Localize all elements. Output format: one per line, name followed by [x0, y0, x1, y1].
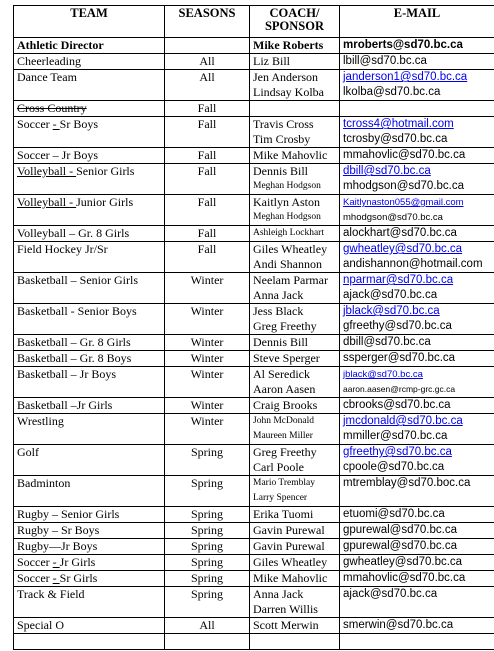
table-row [14, 507, 494, 523]
season-cell: Spring [165, 571, 250, 587]
team-cell: Basketball – Senior Girls [14, 273, 165, 304]
header-team: TEAM [14, 6, 165, 38]
team-cell: Dance Team [14, 70, 165, 101]
team-cell: Soccer - Sr Boys [14, 117, 165, 148]
season-cell: Winter [165, 398, 250, 414]
coach-cell [250, 101, 340, 117]
season-cell: Winter [165, 304, 250, 335]
email-cell: smerwin@sd70.bc.ca [340, 618, 494, 634]
email-cell: jblack@sd70.bc.ca gfreethy@sd70.bc.ca [340, 304, 494, 335]
table-row [14, 571, 494, 587]
season-cell: All [165, 54, 250, 70]
table-row [14, 148, 494, 164]
table-row [14, 70, 494, 101]
team-cell [14, 634, 165, 650]
season-cell: Fall [165, 242, 250, 273]
team-cell: Athletic Director [14, 38, 165, 54]
season-cell: Winter [165, 351, 250, 367]
table-row [14, 555, 494, 571]
email-cell: gwheatley@sd70.bc.ca [340, 555, 494, 571]
email-link[interactable]: nparmar@sd70.bc.ca [343, 274, 454, 286]
team-contact-table [13, 5, 494, 650]
team-cell: Basketball - Senior Boys [14, 304, 165, 335]
table-row [14, 38, 494, 54]
email-cell: Kaitlynaston055@gmail.com mhodgson@sd70.bc.ca [340, 195, 494, 226]
team-cell: Volleyball - Junior Girls [14, 195, 165, 226]
coach-cell: Dennis Bill Meghan Hodgson [250, 164, 340, 195]
table-row [14, 242, 494, 273]
coach-cell: Mike Roberts [250, 38, 340, 54]
table-row [14, 587, 494, 618]
email-cell: ajack@sd70.bc.ca [340, 587, 494, 618]
season-cell: Spring [165, 445, 250, 476]
coach-cell: Dennis Bill [250, 335, 340, 351]
team-cell: Cheerleading [14, 54, 165, 70]
table-row [14, 117, 494, 148]
team-cell: Track & Field [14, 587, 165, 618]
email-cell: cbrooks@sd70.bc.ca [340, 398, 494, 414]
table-row [14, 304, 494, 335]
season-cell: All [165, 70, 250, 101]
email-link[interactable]: gwheatley@sd70.bc.ca [343, 243, 463, 255]
season-cell: Spring [165, 476, 250, 507]
season-cell: Fall [165, 164, 250, 195]
season-cell: Fall [165, 195, 250, 226]
email-link[interactable]: gfreethy@sd70.bc.ca [343, 446, 452, 458]
team-cell: Basketball – Gr. 8 Boys [14, 351, 165, 367]
table-row [14, 618, 494, 634]
header-coach: COACH/ SPONSOR [250, 6, 340, 38]
email-cell: jmcdonald@sd70.bc.ca mmiller@sd70.bc.ca [340, 414, 494, 445]
email-cell: gfreethy@sd70.bc.ca cpoole@sd70.bc.ca [340, 445, 494, 476]
team-cell: Volleyball – Gr. 8 Girls [14, 226, 165, 242]
season-cell: Spring [165, 523, 250, 539]
email-cell: lbill@sd70.bc.ca [340, 54, 494, 70]
team-cell: Wrestling [14, 414, 165, 445]
email-cell: gpurewal@sd70.bc.ca [340, 523, 494, 539]
coach-cell: Giles Wheatley [250, 555, 340, 571]
coach-cell: Greg Freethy Carl Poole [250, 445, 340, 476]
table-row [14, 195, 494, 226]
email-cell: gwheatley@sd70.bc.ca andishannon@hotmail.com [340, 242, 494, 273]
email-cell: mmahovlic@sd70.bc.ca [340, 571, 494, 587]
email-link[interactable]: tcross4@hotmail.com [343, 118, 454, 130]
table-row [14, 398, 494, 414]
coach-cell: Kaitlyn Aston Meghan Hodgson [250, 195, 340, 226]
email-cell: jblack@sd70.bc.ca aaron.aasen@rcmp-grc.gc.ca [340, 367, 494, 398]
season-cell: Winter [165, 335, 250, 351]
table-row [14, 164, 494, 195]
table-row [14, 414, 494, 445]
season-cell: Winter [165, 414, 250, 445]
team-cell: Badminton [14, 476, 165, 507]
table-row [14, 273, 494, 304]
coach-cell: Travis Cross Tim Crosby [250, 117, 340, 148]
coach-cell: Gavin Purewal [250, 523, 340, 539]
coach-cell: Anna Jack Darren Willis [250, 587, 340, 618]
coach-cell: Jen Anderson Lindsay Kolba [250, 70, 340, 101]
email-cell: gpurewal@sd70.bc.ca [340, 539, 494, 555]
email-link[interactable]: jblack@sd70.bc.ca [343, 305, 440, 317]
season-cell: Fall [165, 117, 250, 148]
email-cell: etuomi@sd70.bc.ca [340, 507, 494, 523]
email-link[interactable]: jmcdonald@sd70.bc.ca [343, 415, 463, 427]
coach-cell: Giles Wheatley Andi Shannon [250, 242, 340, 273]
season-cell: Spring [165, 507, 250, 523]
email-cell: alockhart@sd70.bc.ca [340, 226, 494, 242]
team-cell: Basketball – Gr. 8 Girls [14, 335, 165, 351]
coach-cell: Steve Sperger [250, 351, 340, 367]
table-row [14, 101, 494, 117]
season-cell: Fall [165, 148, 250, 164]
email-cell: mtremblay@sd70.boc.ca [340, 476, 494, 507]
table-row [14, 335, 494, 351]
email-link[interactable]: Kaitlynaston055@gmail.com [343, 197, 464, 208]
coach-cell: Mike Mahovlic [250, 148, 340, 164]
header-email: E-MAIL [340, 6, 494, 38]
season-cell: Spring [165, 539, 250, 555]
email-cell: mroberts@sd70.bc.ca [340, 38, 494, 54]
email-cell: mmahovlic@sd70.bc.ca [340, 148, 494, 164]
table-row [14, 476, 494, 507]
coach-cell: Craig Brooks [250, 398, 340, 414]
team-cell: Basketball – Jr Boys [14, 367, 165, 398]
team-cell: Special O [14, 618, 165, 634]
coach-cell [250, 634, 340, 650]
table-row [14, 539, 494, 555]
team-cell: Rugby – Senior Girls [14, 507, 165, 523]
table-row [14, 54, 494, 70]
season-cell: All [165, 618, 250, 634]
coach-cell: Mike Mahovlic [250, 571, 340, 587]
email-cell: dbill@sd70.bc.ca mhodgson@sd70.bc.ca [340, 164, 494, 195]
email-cell: nparmar@sd70.bc.ca ajack@sd70.bc.ca [340, 273, 494, 304]
season-cell [165, 634, 250, 650]
team-cell: Soccer – Jr Boys [14, 148, 165, 164]
team-cell: Golf [14, 445, 165, 476]
coach-cell: Neelam Parmar Anna Jack [250, 273, 340, 304]
team-cell: Basketball –Jr Girls [14, 398, 165, 414]
team-cell: Soccer - Jr Girls [14, 555, 165, 571]
coach-cell: Scott Merwin [250, 618, 340, 634]
email-link[interactable]: dbill@sd70.bc.ca [343, 165, 431, 177]
season-cell: Winter [165, 273, 250, 304]
email-link[interactable]: jblack@sd70.bc.ca [343, 369, 423, 380]
header-seasons: SEASONS [165, 6, 250, 38]
season-cell: Spring [165, 587, 250, 618]
table-row [14, 445, 494, 476]
table-row [14, 351, 494, 367]
coach-cell: Ashleigh Lockhart [250, 226, 340, 242]
coach-cell: Al Seredick Aaron Aasen [250, 367, 340, 398]
coach-cell: Erika Tuomi [250, 507, 340, 523]
coach-cell: Liz Bill [250, 54, 340, 70]
email-cell: ssperger@sd70.bc.ca [340, 351, 494, 367]
season-cell: Winter [165, 367, 250, 398]
team-cell: Soccer - Sr Girls [14, 571, 165, 587]
email-cell [340, 634, 494, 650]
team-cell: Volleyball - Senior Girls [14, 164, 165, 195]
team-cell: Cross Country [14, 101, 165, 117]
email-cell: tcross4@hotmail.com tcrosby@sd70.bc.ca [340, 117, 494, 148]
coach-cell: Gavin Purewal [250, 539, 340, 555]
email-cell [340, 101, 494, 117]
table-row-empty [14, 634, 494, 650]
table-row [14, 226, 494, 242]
coach-cell: Jess Black Greg Freethy [250, 304, 340, 335]
email-cell: janderson1@sd70.bc.ca lkolba@sd70.bc.ca [340, 70, 494, 101]
table-row [14, 523, 494, 539]
header-row [14, 6, 494, 38]
email-cell: dbill@sd70.bc.ca [340, 335, 494, 351]
season-cell: Fall [165, 226, 250, 242]
coach-cell: Mario Tremblay Larry Spencer [250, 476, 340, 507]
table-row [14, 367, 494, 398]
team-cell: Rugby – Sr Boys [14, 523, 165, 539]
email-link[interactable]: janderson1@sd70.bc.ca [343, 71, 468, 83]
season-cell [165, 38, 250, 54]
season-cell: Spring [165, 555, 250, 571]
team-cell: Rugby—Jr Boys [14, 539, 165, 555]
coach-cell: John McDonald Maureen Miller [250, 414, 340, 445]
season-cell: Fall [165, 101, 250, 117]
team-cell: Field Hockey Jr/Sr [14, 242, 165, 273]
